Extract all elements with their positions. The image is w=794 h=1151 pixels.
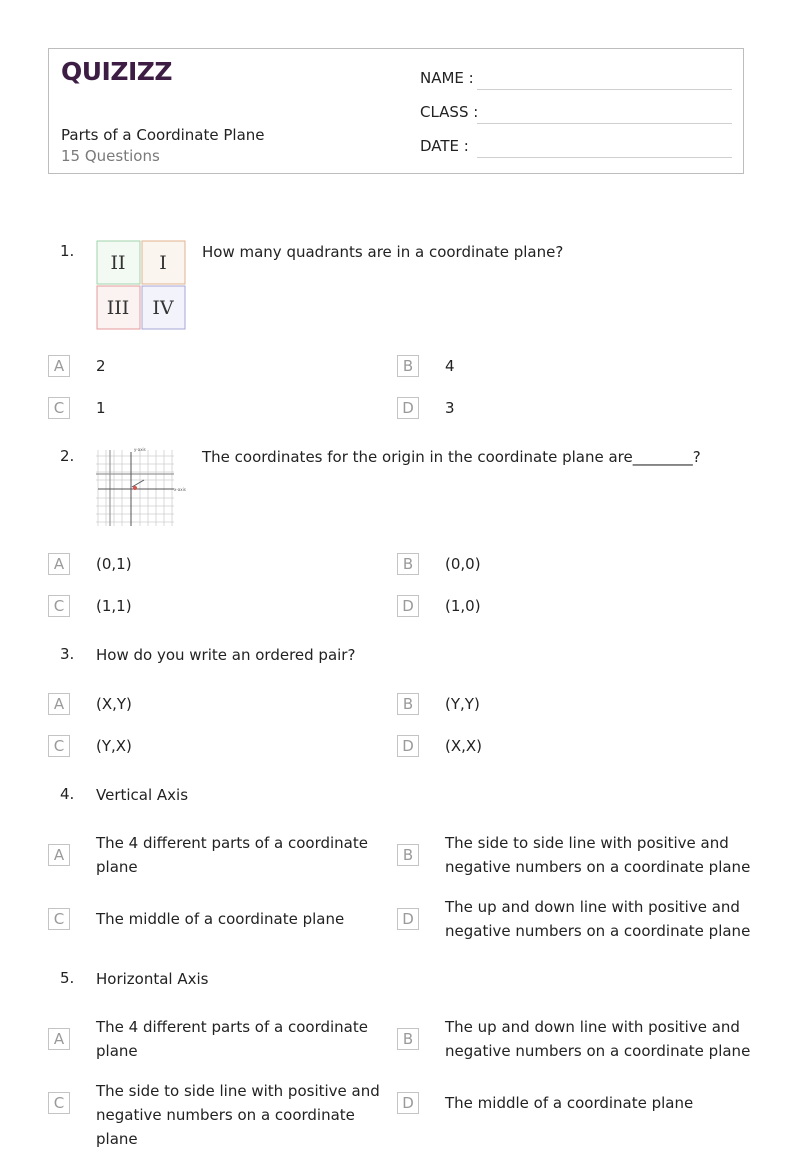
question-text: Vertical Axis [96, 786, 189, 804]
option-a-text: The 4 different parts of a coordinate plane [96, 1018, 368, 1060]
quadrants-image [96, 240, 186, 330]
option-a-text: 2 [96, 357, 106, 375]
question-text: How do you write an ordered pair? [96, 646, 356, 664]
option-c-box[interactable]: C [48, 908, 70, 930]
option-c-text: (1,1) [96, 597, 132, 615]
name-line[interactable] [477, 89, 732, 90]
option-b-box[interactable]: B [397, 355, 419, 377]
name-label: NAME : [420, 69, 474, 87]
question-number: 5. [60, 969, 75, 987]
option-c-box[interactable]: C [48, 1092, 70, 1114]
option-a-box[interactable]: A [48, 844, 70, 866]
x-axis-label: x-axis [174, 487, 186, 492]
option-a-box[interactable]: A [48, 1028, 70, 1050]
option-c-box[interactable]: C [48, 735, 70, 757]
date-label: DATE : [420, 137, 469, 155]
option-a-text: The 4 different parts of a coordinate plane [96, 834, 368, 876]
question-text: The coordinates for the origin in the coordinate plane are________? [202, 448, 701, 466]
option-d-text: The middle of a coordinate plane [445, 1094, 694, 1112]
worksheet-title: Parts of a Coordinate Plane [61, 126, 265, 144]
coordinate-grid-image [96, 446, 188, 528]
option-c-text: 1 [96, 399, 106, 417]
question-count: 15 Questions [61, 147, 160, 165]
quadrant-i-label: I [159, 252, 167, 274]
option-d-box[interactable]: D [397, 397, 419, 419]
option-b-box[interactable]: B [397, 1028, 419, 1050]
question-text: Horizontal Axis [96, 970, 209, 988]
option-d-box[interactable]: D [397, 1092, 419, 1114]
option-b-text: The side to side line with positive and negative numbers on a coordinate plane [445, 834, 751, 876]
option-c-box[interactable]: C [48, 397, 70, 419]
name-field[interactable] [420, 69, 732, 93]
option-b-box[interactable]: B [397, 553, 419, 575]
option-a-box[interactable]: A [48, 693, 70, 715]
class-field[interactable] [420, 103, 732, 127]
option-b-box[interactable]: B [397, 693, 419, 715]
option-c-text: The middle of a coordinate plane [96, 910, 345, 928]
worksheet-header [48, 48, 744, 174]
class-line[interactable] [477, 123, 732, 124]
option-b-text: (0,0) [445, 555, 481, 573]
option-d-text: (X,X) [445, 737, 483, 755]
option-d-text: (1,0) [445, 597, 481, 615]
question-number: 1. [60, 242, 75, 260]
option-b-box[interactable]: B [397, 844, 419, 866]
option-b-text: 4 [445, 357, 455, 375]
option-d-box[interactable]: D [397, 595, 419, 617]
y-axis-label: y-axis [134, 447, 146, 452]
option-c-text: The side to side line with positive and negative numbers on a coordinate plane [96, 1082, 380, 1148]
option-b-text: The up and down line with positive and negative numbers on a coordinate plane [445, 1018, 751, 1060]
option-d-box[interactable]: D [397, 735, 419, 757]
option-d-text: The up and down line with positive and negative numbers on a coordinate plane [445, 898, 751, 940]
option-c-text: (Y,X) [96, 737, 132, 755]
pointer-line [132, 480, 144, 487]
quizizz-logo: QUIZIZZ [61, 57, 173, 86]
option-a-text: (0,1) [96, 555, 132, 573]
class-label: CLASS : [420, 103, 479, 121]
question-number: 4. [60, 785, 75, 803]
option-d-text: 3 [445, 399, 455, 417]
option-a-box[interactable]: A [48, 355, 70, 377]
quadrant-iii-label: III [106, 297, 130, 319]
origin-dot [133, 486, 137, 490]
question-text: How many quadrants are in a coordinate plane? [202, 243, 564, 261]
quadrant-iv-label: IV [152, 297, 174, 319]
question-number: 2. [60, 447, 75, 465]
option-a-text: (X,Y) [96, 695, 132, 713]
quadrant-ii-label: II [110, 252, 126, 274]
option-b-text: (Y,Y) [445, 695, 480, 713]
option-d-box[interactable]: D [397, 908, 419, 930]
date-line[interactable] [477, 157, 732, 158]
date-field[interactable] [420, 137, 732, 161]
question-number: 3. [60, 645, 75, 663]
option-a-box[interactable]: A [48, 553, 70, 575]
option-c-box[interactable]: C [48, 595, 70, 617]
